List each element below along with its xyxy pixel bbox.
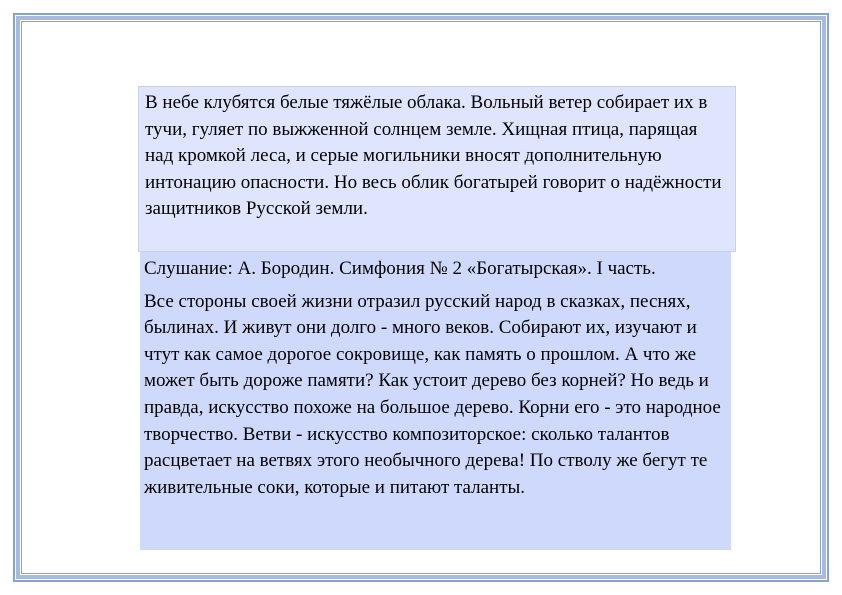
listening-paragraph: Слушание: А. Бородин. Симфония № 2 «Богатырская». I часть. [144, 258, 656, 279]
description-paragraph: В небе клубятся белые тяжёлые облака. Вольный ветер собирает их в тучи, гуляет по выжженной солнцем земле. Хищная птица, парящая над кромкой леса, и серые могильники вносят дополнительную интонацию опасности. Но весь облик богатырей говорит о надёжности защитников Русской земли. [145, 92, 722, 220]
main-text-box [140, 252, 731, 550]
folk-art-paragraph: Все стороны своей жизни отразил русский народ в сказках, песнях, былинах. И живут они долго - много веков. Собирают их, изучают и чтут как самое дорогое сокровище, как память о прошлом. А что же может быть дороже памяти? Как устоит дерево без корней? Но ведь и правда, искусство похоже на большое дерево. Корни его - это народное творчество. Ветви - искусство композиторское: сколько талантов расцветает на ветвях этого необычного дерева! По стволу же бегут те живительные соки, которые и питают таланты. [144, 290, 721, 498]
description-text-box [138, 86, 736, 252]
